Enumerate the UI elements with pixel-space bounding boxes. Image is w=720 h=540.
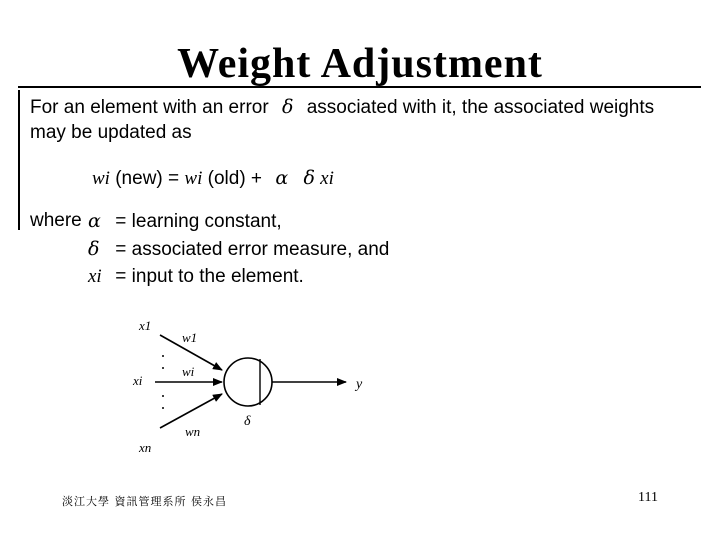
where-definition: = input to the element.	[115, 266, 304, 287]
label-w1: w1	[182, 330, 198, 345]
formula-x: xi	[320, 168, 334, 189]
formula-weight-new: wi	[92, 168, 110, 189]
footer-institution: 淡江大學 資訊管理系所 侯永昌	[62, 495, 227, 508]
intro-delta-symbol: δ	[281, 96, 294, 118]
label-xn: xn	[139, 440, 152, 455]
where-label: where	[30, 210, 82, 231]
label-delta: δ	[244, 414, 251, 429]
where-definition: = learning constant,	[115, 211, 282, 232]
where-symbol: xi	[88, 266, 102, 287]
formula-new-eq: (new) =	[115, 168, 180, 189]
label-wi: wi	[182, 364, 195, 379]
where-symbol: δ	[88, 238, 100, 260]
neuron-node	[224, 358, 272, 406]
formula-delta: δ	[303, 167, 315, 189]
intro-line-2: may be updated as	[30, 122, 192, 143]
label-wn: wn	[185, 424, 201, 439]
label-x1: x1	[139, 318, 152, 333]
intro-pre-delta: For an element with an error	[30, 97, 269, 118]
formula-alpha: α	[275, 167, 289, 189]
page-number: 111	[638, 490, 658, 505]
formula-weight-old: wi	[184, 168, 203, 189]
formula-old-plus: (old) +	[207, 168, 263, 189]
where-definition: = associated error measure, and	[115, 239, 390, 260]
input-arrow-xn	[160, 394, 222, 428]
where-symbol: α	[88, 210, 101, 232]
label-y: y	[356, 377, 363, 392]
slide-title: Weight Adjustment	[177, 41, 543, 87]
intro-post-delta: associated with it, the associated weights	[306, 97, 655, 118]
label-xi: xi	[133, 373, 143, 388]
